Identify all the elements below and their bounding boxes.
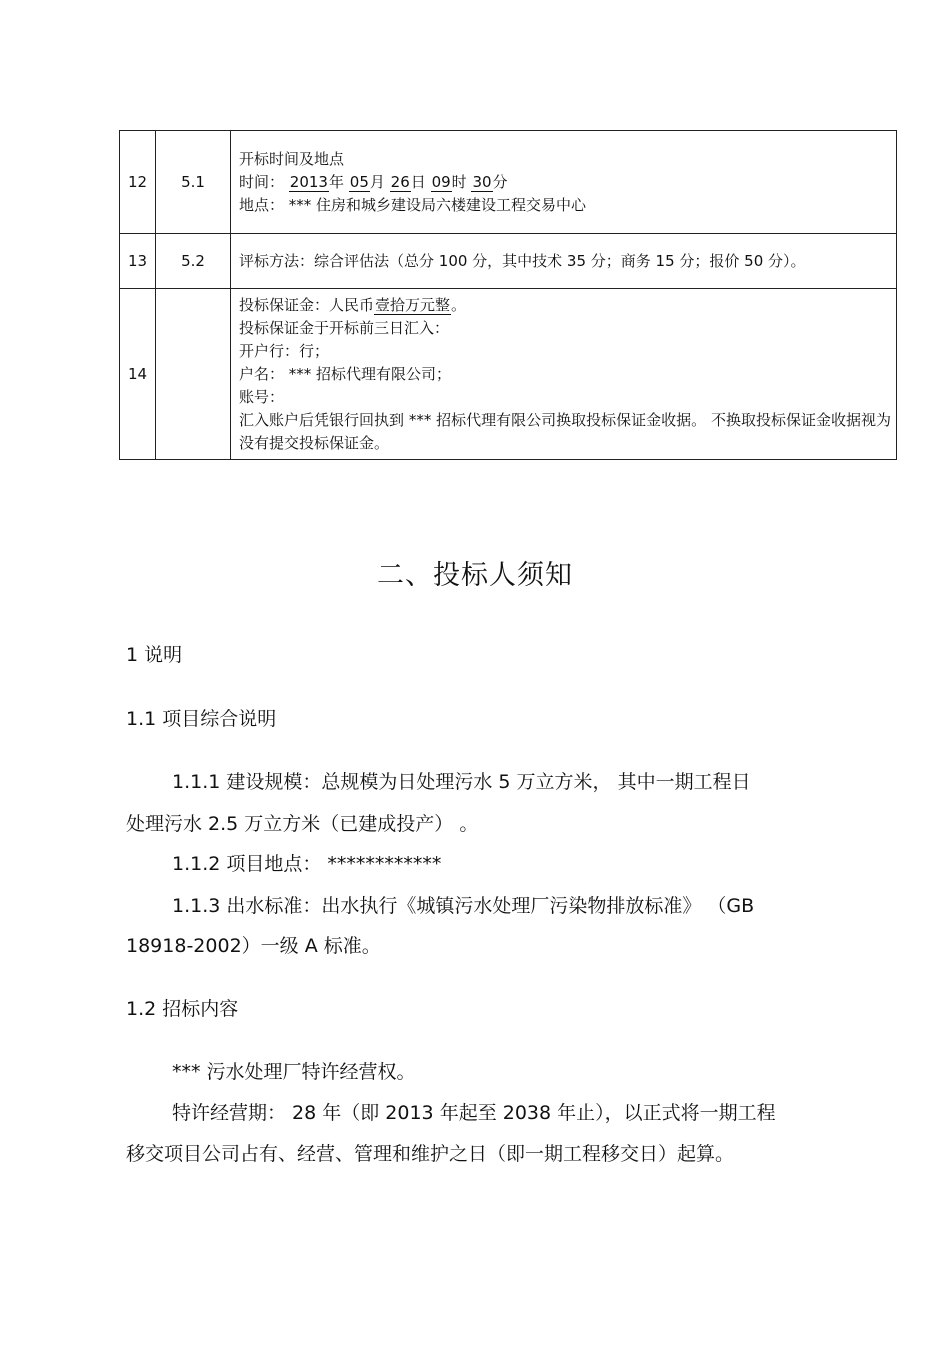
time-minute-unit: 分 [492,172,508,191]
row-number: 12 [120,131,156,234]
time-hour: 09 [431,172,451,191]
time-year: 2013 [289,172,328,191]
paragraph-1-1-3-cont: 18918-2002）一级 A 标准。 [126,935,381,957]
time-month-unit: 月 [369,172,385,191]
time-hour-unit: 时 [451,172,467,191]
clause-number: 5.1 [156,131,231,234]
deposit-account-number: 账号： [239,387,285,406]
paragraph-1-1-1: 1.1.1 建设规模：总规模为日处理污水 5 万立方米， 其中一期工程日 [172,771,751,793]
deposit-amount: 壹拾万元整 [375,295,451,314]
clause-number: 5.2 [156,234,231,289]
deposit-prefix: 投标保证金：人民币 [239,295,375,314]
opening-heading: 开标时间及地点 [239,149,345,168]
row-number: 13 [120,234,156,289]
row-number: 14 [120,289,156,460]
deposit-bank: 开户行：行； [239,341,330,360]
deposit-deadline: 投标保证金于开标前三日汇入： [239,318,450,337]
row-content [231,289,897,460]
time-minute: 30 [472,172,492,191]
bid-info-table [119,130,897,460]
section-title: 二、投标人须知 [377,560,573,591]
deposit-suffix: 。 [451,295,467,314]
opening-time [239,171,891,194]
deposit-amount-line [239,294,891,317]
heading-1: 1 说明 [126,644,183,666]
table-row [120,289,897,460]
time-day: 26 [390,172,410,191]
paragraph-1-2-a: *** 污水处理厂特许经营权。 [172,1061,416,1083]
time-label: 时间： [239,172,285,191]
evaluation-method: 评标方法：综合评估法（总分 100 分，其中技术 35 分；商务 15 分；报价 50 分）。 [231,234,897,289]
table-row [120,131,897,234]
paragraph-1-2-c: 移交项目公司占有、经营、管理和维护之日（即一期工程移交日）起算。 [126,1143,735,1165]
paragraph-1-1-2: 1.1.2 项目地点： ************ [172,853,442,875]
paragraph-1-1-3: 1.1.3 出水标准：出水执行《城镇污水处理厂污染物排放标准》 （GB [172,895,755,917]
clause-number [156,289,231,460]
row-content [231,131,897,234]
paragraph-1-2-b: 特许经营期： 28 年（即 2013 年起至 2038 年止），以正式将一期工程 [172,1102,776,1124]
deposit-account-name: 户名： *** 招标代理有限公司； [239,364,452,383]
time-day-unit: 日 [410,172,426,191]
paragraph-1-1-1-cont: 处理污水 2.5 万立方米（已建成投产） 。 [126,813,479,835]
heading-1-1: 1.1 项目综合说明 [126,708,277,730]
table-row [120,234,897,289]
time-month: 05 [349,172,369,191]
time-year-unit: 年 [328,172,344,191]
opening-place: 地点： *** 住房和城乡建设局六楼建设工程交易中心 [239,195,587,214]
deposit-receipt-note: 汇入账户后凭银行回执到 *** 招标代理有限公司换取投标保证金收据。 不换取投标保证金收据视为没有提交投标保证金。 [239,410,891,452]
heading-1-2: 1.2 招标内容 [126,998,239,1020]
